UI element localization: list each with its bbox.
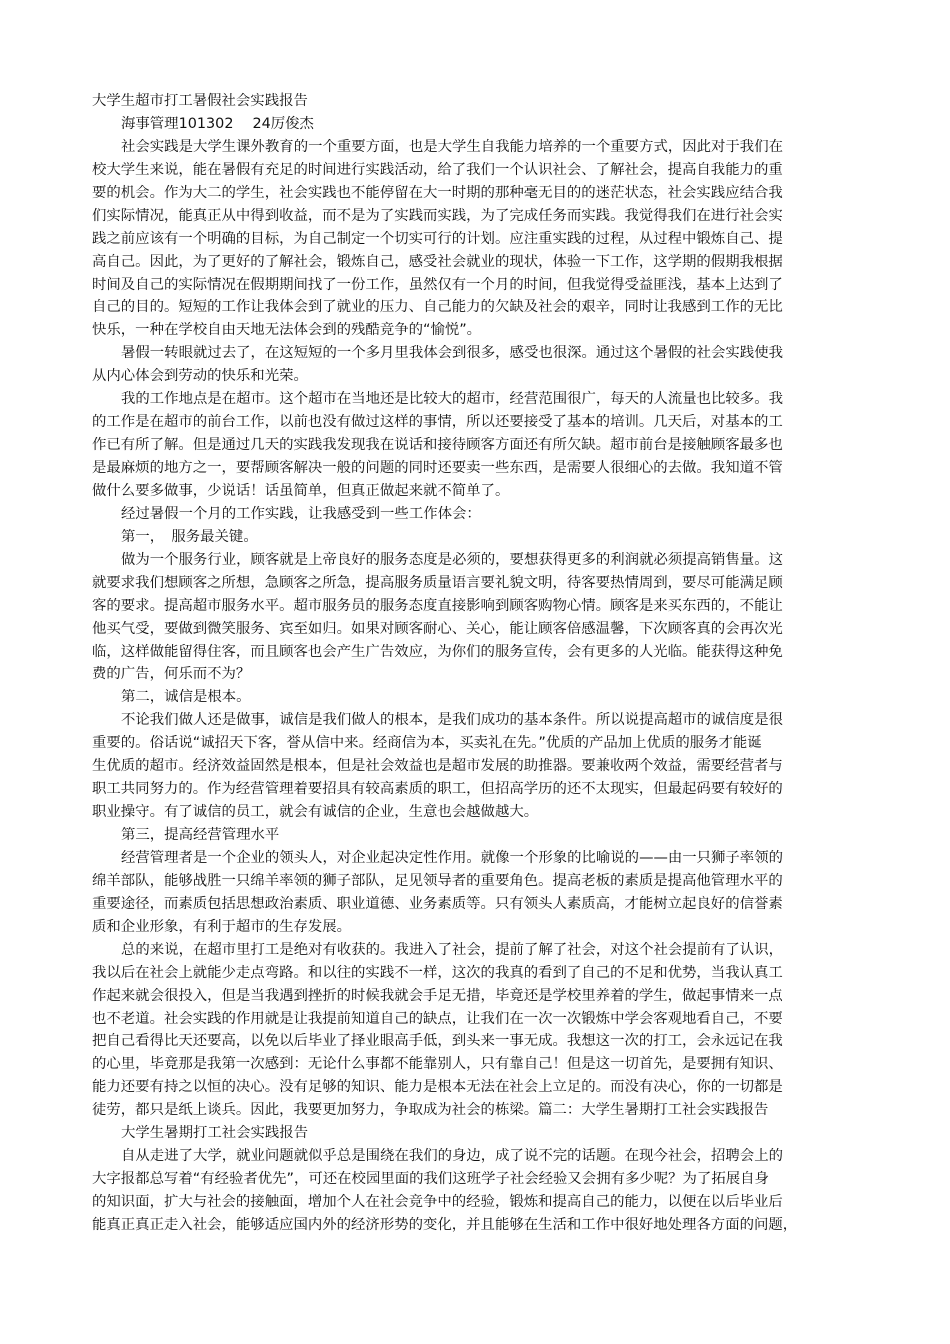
text-line: 我以后在社会上就能少走点弯路。和以往的实践不一样，这次的我真的看到了自己的不足和优势，当我认真工 [92, 964, 783, 981]
text-line: 临，这样做能留得住客，而且顾客也会产生广告效应，为你们的服务宣传，会有更多的人光临。能获得这种免 [92, 643, 783, 660]
text-line: 我的工作地点是在超市。这个超市在当地还是比较大的超市，经营范围很广，每天的人流量也比较多。我 [121, 391, 783, 408]
para-summer [92, 342, 860, 388]
heading-first [92, 526, 860, 549]
para-conclusion [92, 939, 860, 1123]
heading-third [92, 824, 860, 847]
text-line: 高自己。因此，为了更好的了解社会，锻炼自己，感受社会就业的现状，体验一下工作，这学期的假期我根据 [92, 253, 783, 270]
text-line: 从内心体会到劳动的快乐和光荣。 [92, 368, 308, 385]
text-line: 要的机会。作为大二的学生，社会实践也不能停留在大一时期的那种毫无目的的迷茫状态，社会实践应结合我 [92, 184, 783, 201]
text-line: 大字报都总写着“有经验者优先”，可还在校园里面的我们这班学子社会经验又会拥有多少呢？为了拓展自身 [92, 1171, 769, 1188]
text-line: 能力还要有持之以恒的决心。没有足够的知识、能力是根本无法在社会上立足的。而没有决心，你的一切都是 [92, 1079, 783, 1096]
text-line: 的知识面，扩大与社会的接触面，增加个人在社会竞争中的经验，锻炼和提高自己的能力，以便在以后毕业后 [92, 1194, 783, 1210]
text-line: 大学生暑期打工社会实践报告 [121, 1125, 309, 1142]
text-line: 自己的目的。短短的工作让我体会到了就业的压力、自己能力的欠缺及社会的艰辛，同时让我感到工作的无比 [92, 299, 783, 316]
text-line: 快乐，一种在学校自由天地无法体会到的残酷竞争的“愉悦”。 [92, 322, 482, 339]
text-line: 费的广告，何乐而不为？ [92, 666, 251, 683]
document-body [92, 136, 860, 1237]
para-management [92, 847, 860, 939]
text-line: 客的要求。提高超市服务水平。超市服务员的服务态度直接影响到顾客购物心情。顾客是来买东西的，不能让 [92, 597, 783, 614]
text-line: 社会实践是大学生课外教育的一个重要方面，也是大学生自我能力培养的一个重要方式，因此对于我们在 [121, 138, 783, 155]
para-intro [92, 136, 860, 342]
text-line: 第三，提高经营管理水平 [121, 827, 280, 843]
text-line: 践之前应该有一个明确的目标，为自己制定一个切实可行的计划。应注重实践的过程，从过程中锻炼自己、提 [92, 230, 783, 247]
para-second-intro [92, 1145, 860, 1237]
text-line: 质和企业形象，有利于超市的生存发展。 [92, 918, 352, 935]
text-line: 就要求我们想顾客之所想，急顾客之所急，提高服务质量语言要礼貌文明，待客要热情周到，要尽可能满足顾 [92, 574, 783, 591]
text-line: 经过暑假一个月的工作实践，让我感受到一些工作体会： [121, 505, 481, 522]
text-line: 暑假一转眼就过去了，在这短短的一个多月里我体会到很多，感受也很深。通过这个暑假的社会实践使我 [121, 345, 783, 362]
text-line: 职工共同努力的。作为经营管理着要招具有较高素质的职工，但招高学历的还不太现实，但最起码要有较好的 [92, 781, 783, 798]
text-line: 做什么要多做事，少说话！话虽简单，但真正做起来就不简单了。 [92, 482, 510, 499]
text-line: 也不老道。社会实践的作用就是让我提前知道自己的缺点，让我们在一次一次锻炼中学会客观地看自己，不要 [92, 1010, 783, 1027]
text-line: 第二，诚信是根本。 [121, 689, 251, 706]
text-line: 把自己看得比天还要高，以免以后毕业了择业眼高手低，到头来一事无成。我想这一次的打工，会永远记在我 [92, 1033, 783, 1050]
text-line: 总的来说，在超市里打工是绝对有收获的。我进入了社会，提前了解了社会，对这个社会提前有了认识， [121, 941, 783, 958]
author-line: 海事管理101302 24厉俊杰 [121, 115, 314, 132]
text-line: 做为一个服务行业，顾客就是上帝良好的服务态度是必须的，要想获得更多的利润就必须提高销售量。这 [121, 551, 783, 568]
para-integrity [92, 709, 860, 824]
para-workplace [92, 388, 860, 503]
document-page [92, 90, 860, 1237]
text-line: 的心里，毕竟那是我第一次感到：无论什么事都不能靠别人，只有靠自己！但是这一切首先，是要拥有知识、 [92, 1056, 783, 1073]
text-line: 不论我们做人还是做事，诚信是我们做人的根本，是我们成功的基本条件。所以说提高超市的诚信度是很 [121, 712, 783, 729]
text-line: 是最麻烦的地方之一，要帮顾客解决一般的问题的同时还要卖一些东西，是需要人很细心的去做。我知道不管 [92, 460, 783, 476]
text-line: 第一， 服务最关键。 [121, 528, 258, 545]
text-line: 绵羊部队，能够战胜一只绵羊率领的狮子部队，足见领导者的重要角色。提高老板的素质是提高他管理水平的 [92, 872, 783, 889]
text-line: 能真正真正走入社会，能够适应国内外的经济形势的变化，并且能够在生活和工作中很好地处理各方面的问题， [92, 1216, 798, 1233]
text-line: 生优质的超市。经济效益固然是根本，但是社会效益也是超市发展的助推器。要兼收两个效益，需要经营者与 [92, 758, 783, 775]
heading-second [92, 686, 860, 709]
heading-second-report [92, 1122, 860, 1145]
text-line: 自从走进了大学，就业问题就似乎总是围绕在我们的身边，成了说不完的话题。在现今社会，招聘会上的 [121, 1148, 783, 1165]
text-line: 职业操守。有了诚信的员工，就会有诚信的企业，生意也会越做越大。 [92, 804, 539, 821]
para-service [92, 549, 860, 687]
text-line: 们实际情况，能真正从中得到收益，而不是为了实践而实践，为了完成任务而实践。我觉得我们在进行社会实 [92, 207, 783, 224]
para-experience [92, 503, 860, 526]
text-line: 的工作是在超市的前台工作，以前也没有做过这样的事情，所以还要接受了基本的培训。几天后，对基本的工 [92, 414, 783, 431]
text-line: 时间及自己的实际情况在假期期间找了一份工作，虽然仅有一个月的时间，但我觉得受益匪浅，基本上达到了 [92, 276, 783, 293]
document-title: 大学生超市打工暑假社会实践报告 [92, 93, 308, 109]
text-line: 校大学生来说，能在暑假有充足的时间进行实践活动，给了我们一个认识社会、了解社会，提高自我能力的重 [92, 161, 783, 178]
text-line: 作起来就会很投入，但是当我遇到挫折的时候我就会手足无措，毕竟还是学校里养着的学生，做起事情来一点 [92, 987, 783, 1004]
text-line: 重要的。俗话说“诚招天下客，誉从信中来。经商信为本，买卖礼在先。”优质的产品加上优质的服务才能诞 [92, 735, 762, 752]
text-line: 他买气受，要做到微笑服务、宾至如归。如果对顾客耐心、关心，能让顾客倍感温馨，下次顾客真的会再次光 [92, 620, 783, 637]
text-line: 重要途径，而素质包括思想政治素质、职业道德、业务素质等。只有领头人素质高，才能树立起良好的信誉素 [92, 895, 783, 912]
text-line: 经营管理者是一个企业的领头人，对企业起决定性作用。就像一个形象的比喻说的——由一只狮子率领的 [121, 849, 783, 866]
text-line: 徒劳，都只是纸上谈兵。因此，我要更加努力，争取成为社会的栋梁。篇二：大学生暑期打工社会实践报告 [92, 1102, 769, 1119]
text-line: 作已有所了解。但是通过几天的实践我发现我在说话和接待顾客方面还有所欠缺。超市前台是接触顾客最多也 [92, 437, 783, 454]
